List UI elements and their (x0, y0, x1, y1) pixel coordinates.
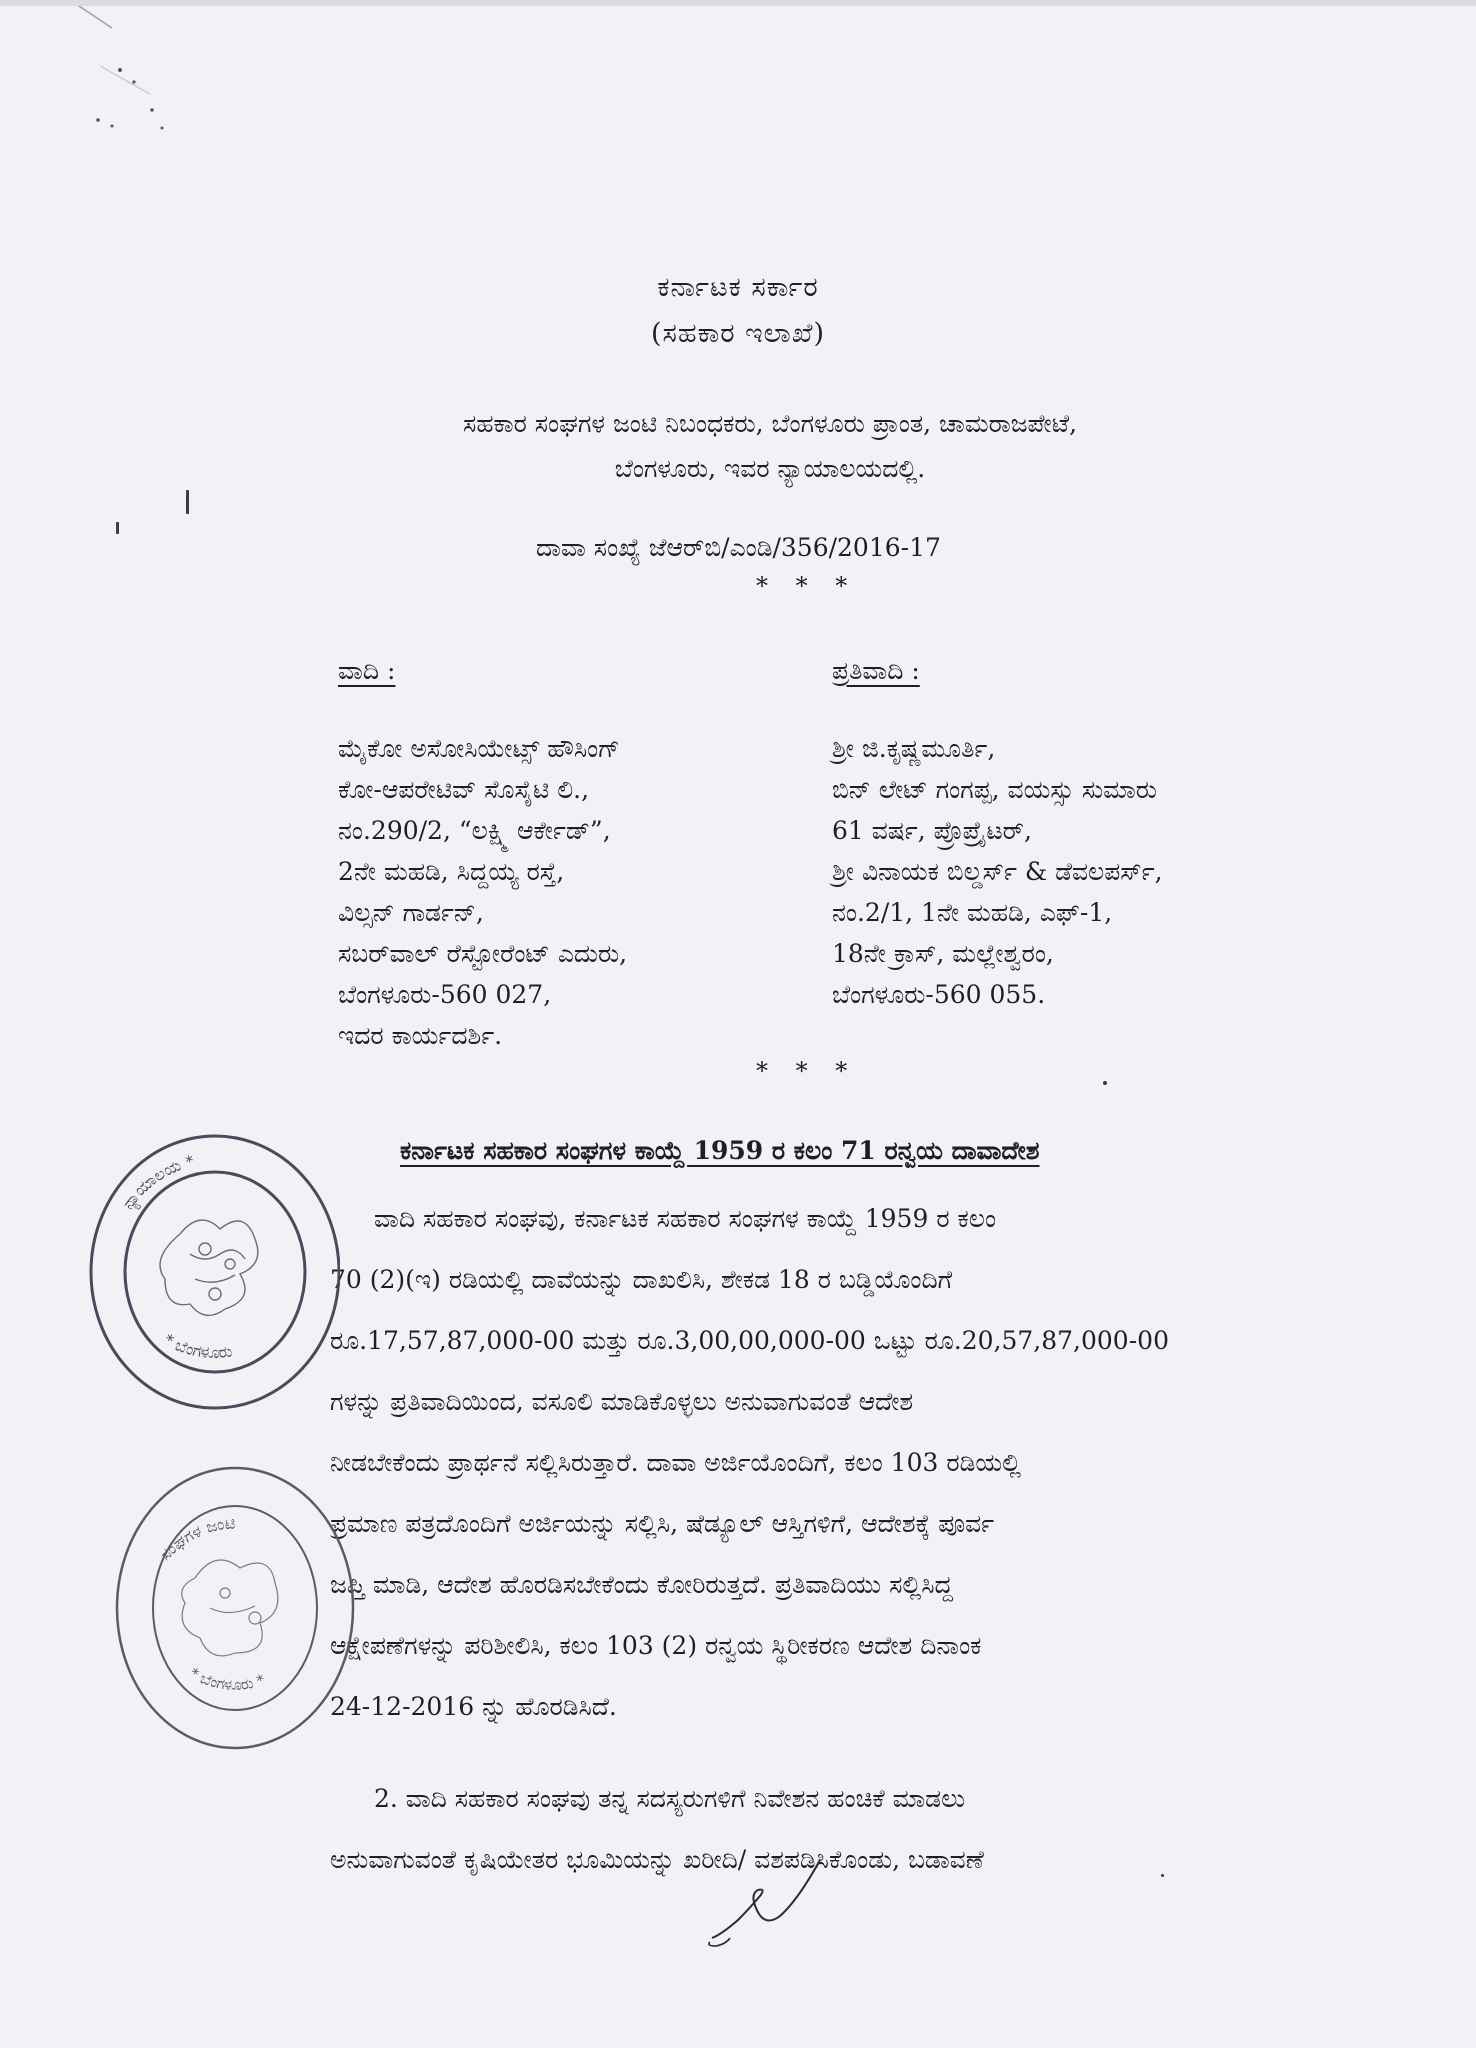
paragraph-line: ನೀಡಬೇಕೆಂದು ಪ್ರಾರ್ಥನೆ ಸಲ್ಲಿಸಿರುತ್ತಾರೆ. ದಾವಾ ಅರ್ಜಿಯೊಂದಿಗೆ, ಕಲಂ 103 ರಡಿಯಲ್ಲಿ (330, 1448, 1021, 1477)
case-number: ದಾವಾ ಸಂಖ್ಯೆ ಜೆಆರ್‌ಬಿ/ಎಂಡಿ/356/2016-17 (536, 533, 941, 562)
defendant-label: ಪ್ರತಿವಾದಿ : (832, 656, 920, 685)
address-line: ನಂ.2/1, 1ನೇ ಮಹಡಿ, ಎಫ್-1, (832, 898, 1113, 927)
court-line-2: ಬೆಂಗಳೂರು, ಇವರ ನ್ಯಾಯಾಲಯದಲ್ಲಿ. (614, 454, 926, 483)
paragraph-line: ಅನುವಾಗುವಂತೆ ಕೃಷಿಯೇತರ ಭೂಮಿಯನ್ನು ಖರೀದಿ/ ವಶಪಡಿಸಿಕೊಂಡು, ಬಡಾವಣೆ (330, 1845, 984, 1874)
plaintiff-address (338, 728, 778, 1056)
paragraph-line: ವಾದಿ ಸಹಕಾರ ಸಂಘವು, ಕರ್ನಾಟಕ ಸಹಕಾರ ಸಂಘಗಳ ಕಾಯ್ದೆ 1959 ರ ಕಲಂ (374, 1204, 997, 1233)
paragraph-line: ಗಳನ್ನು ಪ್ರತಿವಾದಿಯಿಂದ, ವಸೂಲಿ ಮಾಡಿಕೊಳ್ಳಲು ಅನುವಾಗುವಂತೆ ಆದೇಶ (330, 1387, 914, 1416)
paragraph-line: ರೂ.17,57,87,000-00 ಮತ್ತು ರೂ.3,00,00,000-00 ಒಟ್ಟು ರೂ.20,57,87,000-00 (330, 1326, 1169, 1355)
address-line: ಮೈಕೋ ಅಸೋಸಿಯೇಟ್ಸ್ ಹೌಸಿಂಗ್ (338, 734, 620, 763)
court-seal-stamp (110, 1458, 360, 1758)
stray-mark (186, 490, 189, 514)
stray-mark (1103, 1081, 1107, 1085)
emblem-icon (160, 1220, 258, 1315)
paragraph-line: 70 (2)(ಇ) ರಡಿಯಲ್ಲಿ ದಾವೆಯನ್ನು ದಾಖಲಿಸಿ, ಶೇಕಡ 18 ರ ಬಡ್ಡಿಯೊಂದಿಗೆ (330, 1265, 953, 1294)
address-line: ನಂ.290/2, “ಲಕ್ಷ್ಮಿ ಆರ್ಕೇಡ್”, (338, 816, 611, 845)
address-line: ಬೆಂಗಳೂರು-560 055. (832, 980, 1046, 1009)
address-line: ಕೋ-ಆಪರೇಟಿವ್ ಸೊಸೈಟಿ ಲಿ., (338, 775, 590, 804)
svg-text:* ಬೆಂಗಳೂರು (161, 1330, 233, 1362)
svg-text:ಸಂಘಗಳ ಜಂಟಿ (156, 1514, 236, 1564)
department-title: (ಸಹಕಾರ ಇಲಾಖೆ) (651, 318, 825, 349)
seal-text: * ಬೆಂಗಳೂರು * (186, 1663, 268, 1694)
seal-text: ನ್ಯಾಯಾಲಯ * (118, 1151, 196, 1213)
court-line-1: ಸಹಕಾರ ಸಂಘಗಳ ಜಂಟಿ ನಿಬಂಧಕರು, ಬೆಂಗಳೂರು ಪ್ರಾಂತ, ಚಾಮರಾಜಪೇಟೆ, (462, 409, 1078, 438)
address-line: ಸಬರ್‌ವಾಲ್ ರೆಸ್ಟೋರೆಂಟ್ ಎದುರು, (338, 939, 628, 968)
scan-top-edge (0, 0, 1476, 6)
defendant-address (832, 728, 1302, 1015)
seal-text: * ಬೆಂಗಳೂರು (160, 1329, 234, 1363)
separator: * * * (756, 1057, 858, 1085)
address-line: ಇದರ ಕಾರ್ಯದರ್ಶಿ. (338, 1021, 503, 1050)
address-line: 61 ವರ್ಷ, ಪ್ರೊಪ್ರೈಟರ್, (832, 816, 1032, 845)
address-line: ಬೆಂಗಳೂರು-560 027, (338, 980, 552, 1009)
separator: * * * (756, 572, 858, 600)
paragraph-line: ಜಪ್ತಿ ಮಾಡಿ, ಆದೇಶ ಹೊರಡಿಸಬೇಕೆಂದು ಕೋರಿರುತ್ತದೆ. ಪ್ರತಿವಾದಿಯು ಸಲ್ಲಿಸಿದ್ದ (330, 1570, 953, 1599)
seal-text: ಸಂಘಗಳ ಜಂಟಿ (156, 1513, 236, 1565)
emblem-icon (182, 1560, 278, 1656)
paragraph-line: ಪ್ರಮಾಣ ಪತ್ರದೊಂದಿಗೆ ಅರ್ಜಿಯನ್ನು ಸಲ್ಲಿಸಿ, ಷೆಡ್ಯೂಲ್ ಆಸ್ತಿಗಳಿಗೆ, ಆದೇಶಕ್ಕೆ ಪೂರ್ವ (330, 1509, 995, 1538)
address-line: ವಿಲ್ಸನ್ ಗಾರ್ಡನ್, (338, 898, 484, 927)
address-line: 18ನೇ ಕ್ರಾಸ್, ಮಲ್ಲೇಶ್ವರಂ, (832, 939, 1054, 968)
stray-mark (116, 522, 119, 534)
signature-mark (700, 1842, 860, 1962)
svg-text:ನ್ಯಾಯಾಲಯ * (118, 1151, 196, 1214)
order-title: ಕರ್ನಾಟಕ ಸಹಕಾರ ಸಂಘಗಳ ಕಾಯ್ದೆ 1959 ರ ಕಲಂ 71 ರನ್ವಯ ದಾವಾದೇಶ (400, 1136, 1040, 1165)
paragraph-line: 2. ವಾದಿ ಸಹಕಾರ ಸಂಘವು ತನ್ನ ಸದಸ್ಯರುಗಳಿಗೆ ನಿವೇಶನ ಹಂಚಿಕೆ ಮಾಡಲು (374, 1784, 966, 1813)
govt-title: ಕರ್ನಾಟಕ ಸರ್ಕಾರ (657, 272, 819, 303)
address-line: ಬಿನ್ ಲೇಟ್ ಗಂಗಪ್ಪ, ವಯಸ್ಸು ಸುಮಾರು (832, 775, 1157, 804)
address-line: ಶ್ರೀ ಜಿ.ಕೃಷ್ಣಮೂರ್ತಿ, (832, 734, 996, 763)
address-line: ಶ್ರೀ ವಿನಾಯಕ ಬಿಲ್ಡರ್ಸ್ & ಡೆವಲಪರ್ಸ್, (832, 857, 1163, 886)
court-seal-stamp (80, 1114, 340, 1414)
paragraph-line: 24-12-2016 ನ್ನು ಹೊರಡಿಸಿದೆ. (330, 1692, 617, 1721)
address-line: 2ನೇ ಮಹಡಿ, ಸಿದ್ದಯ್ಯ ರಸ್ತೆ, (338, 857, 565, 886)
plaintiff-label: ವಾದಿ : (338, 656, 396, 685)
svg-text:* ಬೆಂಗಳೂರು * (186, 1664, 267, 1694)
paragraph-line: ಆಕ್ಷೇಪಣೆಗಳನ್ನು ಪರಿಶೀಲಿಸಿ, ಕಲಂ 103 (2) ರನ್ವಯ ಸ್ಥಿರೀಕರಣ ಆದೇಶ ದಿನಾಂಕ (330, 1631, 982, 1660)
scan-corner-artifact (0, 0, 200, 140)
paragraph-1 (330, 1188, 1250, 1737)
